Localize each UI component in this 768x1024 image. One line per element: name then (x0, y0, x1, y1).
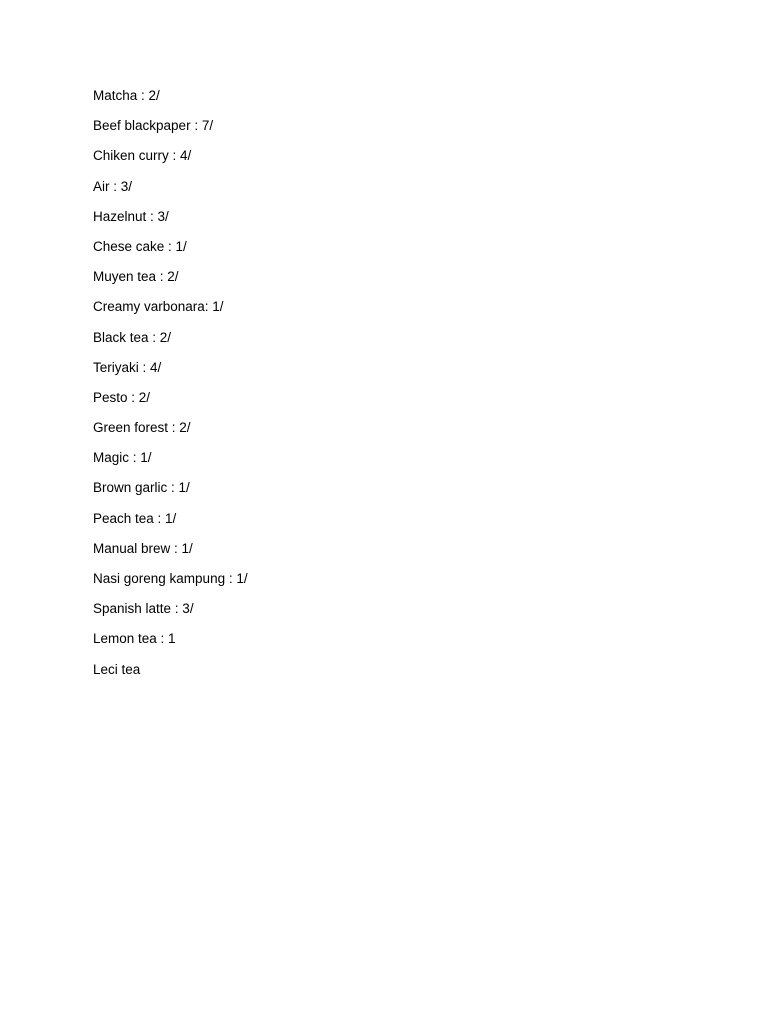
list-item: Matcha : 2/ (93, 88, 160, 103)
list-item: Leci tea (93, 661, 141, 677)
list-item: Nasi goreng kampung : 1/ (93, 571, 248, 586)
order-list (93, 87, 248, 691)
list-item: Chiken curry : 4/ (93, 148, 192, 164)
list-item: Peach tea : 1/ (93, 510, 177, 526)
list-item: Teriyaki : 4/ (93, 359, 162, 375)
list-item: Green forest : 2/ (93, 420, 191, 436)
list-item: Manual brew : 1/ (93, 540, 193, 556)
list-item: Muyen tea : 2/ (93, 269, 179, 285)
list-item: Creamy varbonara: 1/ (93, 299, 224, 315)
list-item: Brown garlic : 1/ (93, 480, 190, 496)
list-item: Hazelnut : 3/ (93, 208, 169, 224)
list-item: Chese cake : 1/ (93, 238, 187, 254)
list-item: Pesto : 2/ (93, 389, 151, 405)
list-item: Black tea : 2/ (93, 329, 172, 345)
list-item: Air : 3/ (93, 178, 133, 194)
list-item: Lemon tea : 1 (93, 631, 176, 647)
list-item: Beef blackpaper : 7/ (93, 118, 214, 134)
list-item: Magic : 1/ (93, 450, 152, 466)
list-item: Spanish latte : 3/ (93, 601, 194, 617)
